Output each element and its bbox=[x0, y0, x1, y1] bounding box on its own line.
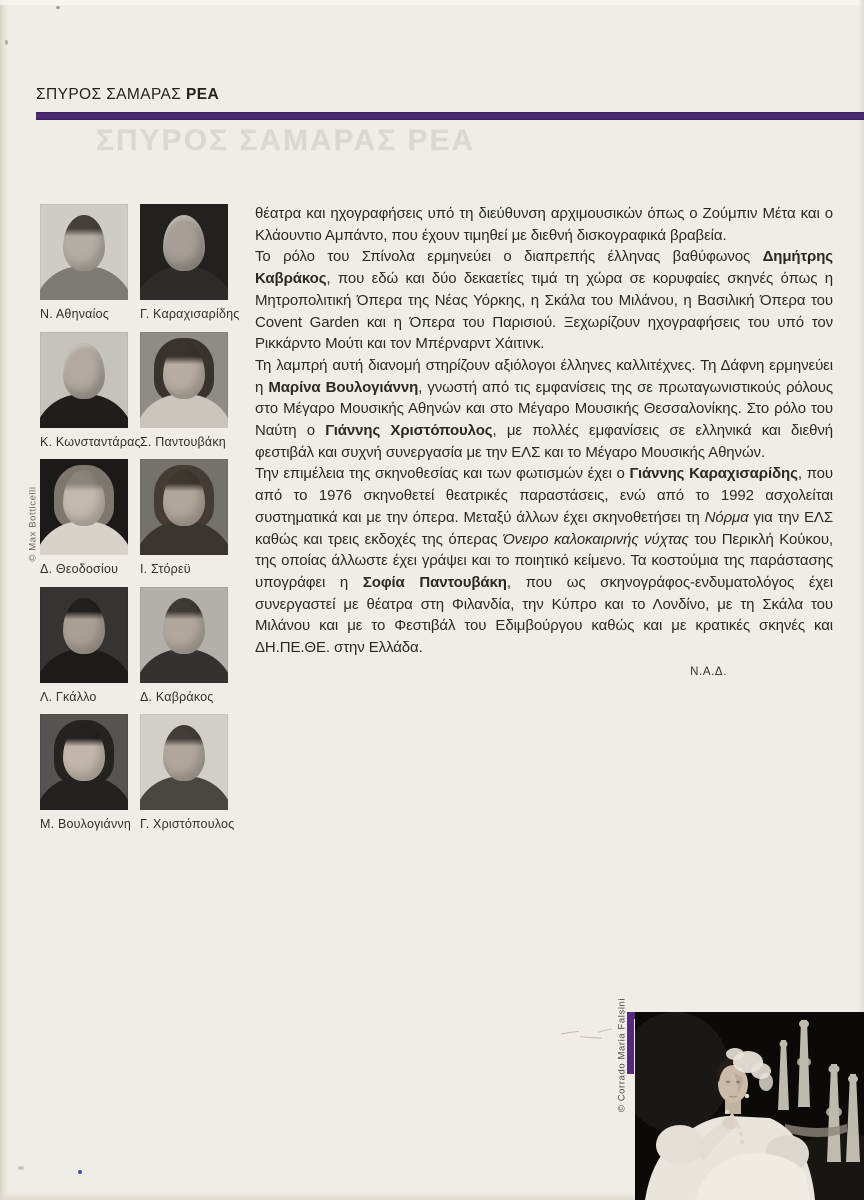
stage-photographer-credit: © Corrado Maria Falsini bbox=[616, 997, 628, 1113]
portrait-caption: Κ. Κωνσταντάρας bbox=[40, 435, 141, 449]
pencil-mark bbox=[580, 1036, 602, 1039]
portrait-photo bbox=[40, 459, 128, 555]
page-edge-left bbox=[0, 0, 9, 1200]
portrait-caption: Σ. Παντουβάκη bbox=[140, 435, 226, 449]
portrait-caption: Δ. Θεοδοσίου bbox=[40, 562, 119, 576]
work-title: ΡΕΑ bbox=[186, 86, 220, 103]
article-body bbox=[255, 203, 833, 678]
photo-corner-bracket-vertical bbox=[627, 1012, 634, 1074]
portrait-pantouvaki bbox=[140, 332, 228, 449]
author-initials: Ν.Α.Δ. bbox=[690, 665, 727, 678]
portrait-photo bbox=[40, 587, 128, 683]
body-paragraph: Το ρόλο του Σπίνολα ερμηνεύει ο διαπρεπής έλληνας βαθύφωνος Δημήτρης Καβράκος, που εδώ και δύο δεκαετίες τιμά τη χώρα σε κορυφαίες σκηνές όπως η Μητροπολιτική Όπερα της Νέας Υόρκης, η Σκάλα του Μιλάνου, η Βασιλική Όπερα του Covent Garden και η Όπερα του Παρισιού. Ξεχωρίζουν ηχογραφήσεις του υπό τον Ρικκάρντο Μούτι και τον Μπέρναρντ Χάιτινκ. bbox=[255, 248, 833, 353]
portrait-caption: Δ. Καβράκος bbox=[140, 690, 214, 704]
page-title bbox=[36, 86, 219, 104]
portrait-christopoulos bbox=[140, 714, 235, 831]
ghost-watermark-title: ΣΠΥΡΟΣ ΣΑΜΑΡΑΣ ΡΕΑ bbox=[96, 124, 476, 157]
body-paragraph: Τη λαμπρή αυτή διανομή στηρίζουν αξιόλογοι έλληνες καλλιτέχνες. Τη Δάφνη ερμηνεύει η Μαρίνα Βουλογιάννη, γνωστή από τις εμφανίσεις της σε πρωταγωνιστικούς ρόλους στο Μέγαρο Μουσικής Αθηνών και στο Μέγαρο Μουσικής Θεσσαλονίκης. Στο ρόλο του Ναύτη ο Γιάννης Χριστόπουλος, με πολλές εμφανίσεις σε ελληνικά και διεθνή φεστιβάλ και συχνή συνεργασία με την ΕΛΣ και το Μέγαρο Μουσικής Αθηνών. bbox=[255, 356, 833, 461]
composer-name: ΣΠΥΡΟΣ ΣΑΜΑΡΑΣ bbox=[36, 86, 182, 103]
portraits-photographer-credit: © Max Botticelli bbox=[27, 486, 39, 562]
pencil-mark bbox=[561, 1031, 579, 1034]
portrait-caption: Γ. Χριστόπουλος bbox=[140, 817, 235, 831]
page-edge-top bbox=[0, 0, 864, 5]
portrait-caption: Λ. Γκάλλο bbox=[40, 690, 97, 704]
portrait-caption: Ι. Στόρεϋ bbox=[140, 562, 191, 576]
portrait-photo bbox=[140, 204, 228, 300]
stage-photo-illustration bbox=[635, 1012, 864, 1200]
portrait-caption: Ν. Αθηναίος bbox=[40, 307, 109, 321]
portrait-theodosiou bbox=[40, 459, 128, 576]
portrait-photo bbox=[140, 459, 228, 555]
scan-speck bbox=[18, 1166, 24, 1170]
portrait-voulogianni bbox=[40, 714, 132, 831]
stage-production-photo bbox=[635, 1012, 864, 1200]
portrait-athinaios bbox=[40, 204, 128, 321]
portrait-photo bbox=[40, 714, 128, 810]
portrait-photo bbox=[40, 204, 128, 300]
accent-rule bbox=[36, 112, 864, 120]
portrait-photo bbox=[140, 714, 228, 810]
portrait-kavrakos bbox=[140, 587, 228, 704]
portrait-photo bbox=[140, 587, 228, 683]
body-paragraph: Την επιμέλεια της σκηνοθεσίας και των φωτισμών έχει ο Γιάννης Καραχισαρίδης, που από το 1976 σκηνοθετεί θεατρικές παραστάσεις, ενώ από το 1992 ασχολείται συστηματικά και με την όπερα. Μεταξύ άλλων έχει σκηνοθετήσει τη Νόρμα για την ΕΛΣ καθώς και τρεις εκδοχές της όπερας Όνειρο καλοκαιρινής νύχτας του Περικλή Κούκου, της οποίας άλλωστε έχει γράψει και το ποιητικό κείμενο. Τα κοστούμια της παράστασης υπογράφει η Σοφία Παντουβάκη, που ως σκηνογράφος-ενδυματολόγος έχει συνεργαστεί με θέατρα στη Φιλανδία, την Κύπρο και το Λονδίνο, με τη Σκάλα του Μιλάνου και με το Φεστιβάλ του Εδιμβούργου καθώς και με κρατικές σκηνές και ΔΗ.ΠΕ.ΘΕ. στην Ελλάδα. bbox=[255, 465, 834, 657]
scan-speck bbox=[5, 40, 8, 45]
portrait-caption: Γ. Καραχισαρίδης bbox=[140, 307, 240, 321]
scan-speck bbox=[78, 1170, 82, 1174]
portrait-gallo bbox=[40, 587, 128, 704]
portrait-storey bbox=[140, 459, 228, 576]
portrait-photo bbox=[140, 332, 228, 428]
pencil-mark bbox=[598, 1028, 612, 1032]
portrait-caption: Μ. Βουλογιάννη bbox=[40, 817, 132, 831]
portrait-konstantaras bbox=[40, 332, 141, 449]
body-paragraph: θέατρα και ηχογραφήσεις υπό τη διεύθυνση αρχιμουσικών όπως ο Ζούμπιν Μέτα και ο Κλάουντιο Αμπάντο, που έχουν τιμηθεί με διεθνή δισκογραφικά βραβεία. bbox=[255, 205, 833, 244]
portrait-karachisaridis bbox=[140, 204, 240, 321]
scan-speck bbox=[56, 6, 60, 9]
portrait-photo bbox=[40, 332, 128, 428]
